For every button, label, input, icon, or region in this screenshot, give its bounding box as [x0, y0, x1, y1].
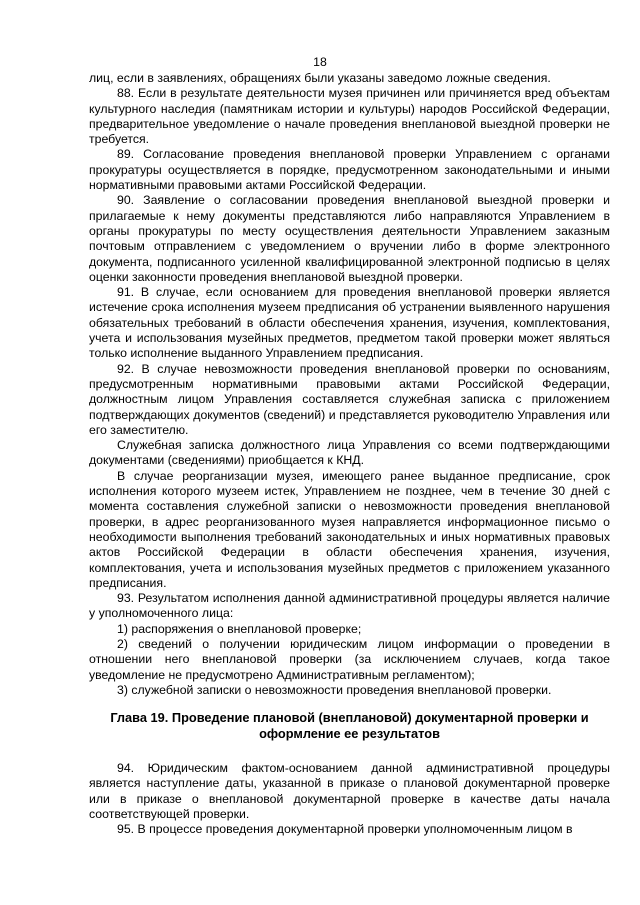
list-item: 1) распоряжения о внеплановой проверке; [117, 621, 362, 636]
page-number: 18 [313, 55, 327, 69]
paragraph: 90. Заявление о согласовании проведения внеплановой выездной проверки и прилагаемые к нему документы представляются либо направляются Управлением в органы прокуратуры по месту осуществления деятельности Управлением заказным почтовым отправлением с уведомлением о вручении либо в форме электронного документа, подписанного усиленной квалифицированной электронной подписью в целях оценки законности проведения внеплановой выездной проверки. [89, 193, 610, 284]
paragraph: В случае реорганизации музея, имеющего ранее выданное предписание, срок исполнения которого музеем истек, Управлением не позднее, чем в течение 30 дней с момента составления служебной записки о невозможности проведения внеплановой проверки, в адрес реорганизованного музея направляется информационное письмо о необходимости выполнения требований законодательных и иных нормативных правовых актов Российской Федерации в области обеспечения хранения, изучения, комплектования, учета и использования музейных предметов с приложением указанного предписания. [89, 468, 610, 590]
paragraph: 95. В процессе проведения документарной проверки уполномоченным лицом в [117, 822, 573, 837]
page-body [89, 71, 610, 838]
paragraph: 92. В случае невозможности проведения внеплановой проверки по основаниям, предусмотренным нормативными правовыми актами Российской Федерации, должностным лицом Управления составляется служебная записка с приложением подтверждающих документов (сведений) и представляется руководителю Управления или его заместителю. [89, 361, 610, 437]
paragraph: Служебная записка должностного лица Управления со всеми подтверждающими документами (сведениями) приобщается к КНД. [89, 438, 610, 468]
paragraph: 89. Согласование проведения внеплановой проверки Управлением с органами прокуратуры осуществляется в порядке, предусмотренном законодательными и иными нормативными правовыми актами Российской Федерации. [89, 147, 610, 193]
paragraph: 93. Результатом исполнения данной административной процедуры является наличие у уполномоченного лица: [89, 591, 610, 621]
paragraph: 88. Если в результате деятельности музея причинен или причиняется вред объектам культурного наследия (памятникам истории и культуры) народов Российской Федерации, предварительное уведомление о начале проведения внеплановой выездной проверки не требуется. [89, 86, 610, 147]
paragraph: 91. В случае, если основанием для проведения внеплановой проверки является истечение срока исполнения музеем предписания об устранении выявленного нарушения обязательных требований в области обеспечения хранения, изучения, комплектования, учета и использования музейных предметов, предметом такой проверки может являться только исполнение выданного Управлением предписания. [89, 285, 610, 361]
paragraph: 94. Юридическим фактом-основанием данной административной процедуры является наступление даты, указанной в приказе о плановой документарной проверке или в приказе о внеплановой документарной проверке в качестве даты начала соответствующей проверки. [89, 761, 610, 822]
list-item: 2) сведений о получении юридическим лицом информации о проведении в отношении него внеплановой проверки (за исключением случаев, когда такое уведомление не предусмотрено Административным регламентом); [89, 636, 610, 682]
chapter-heading: Глава 19. Проведение плановой (внеплановой) документарной проверки и оформление ее результатов [110, 710, 589, 741]
paragraph: лиц, если в заявлениях, обращениях были указаны заведомо ложные сведения. [89, 71, 551, 85]
list-item: 3) служебной записки о невозможности проведения внеплановой проверки. [117, 682, 552, 697]
